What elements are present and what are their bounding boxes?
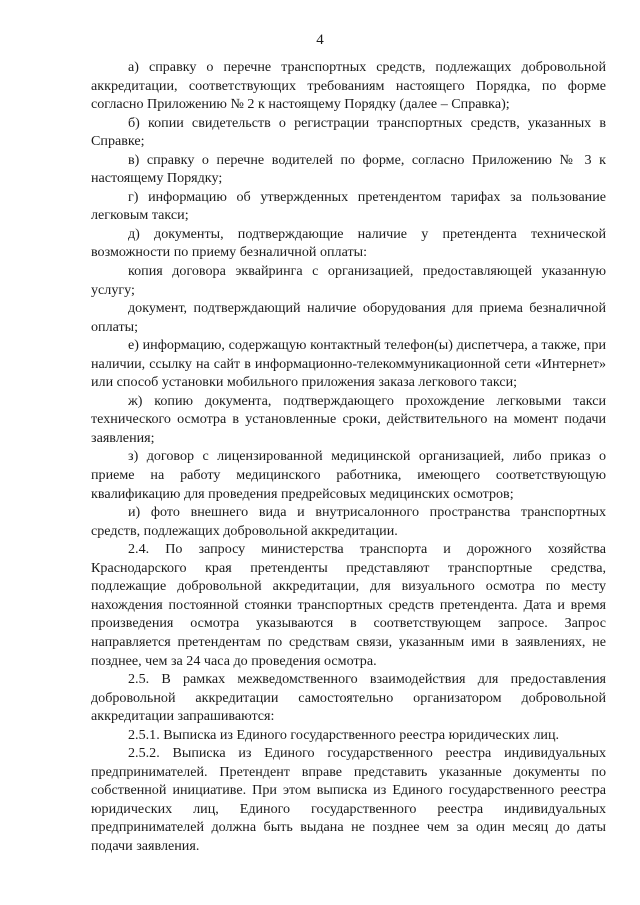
paragraph-item-i: и) фото внешнего вида и внутрисалонного пространства транспортных средств, подлежащих добровольной аккредитации. (91, 504, 606, 539)
paragraph-item-d: д) документы, подтверждающие наличие у претендента технической возможности по приему безналичной оплаты: (91, 225, 606, 261)
document-body (91, 58, 606, 856)
paragraph-section-2-5-1: 2.5.1. Выписка из Единого государственного реестра юридических лиц. (128, 726, 560, 743)
paragraph-acquiring-contract: копия договора эквайринга с организацией, предоставляющей указанную услугу; (91, 263, 606, 298)
paragraph-section-2-5: 2.5. В рамках межведомственного взаимодействия для предоставления добровольной аккредитации самостоятельно организатором добровольной аккредитации запрашиваются: (91, 671, 606, 725)
paragraph-equipment-document: документ, подтверждающий наличие оборудования для приема безналичной оплаты; (91, 300, 606, 335)
paragraph-item-g: г) информацию об утвержденных претендентом тарифах за пользование легковым такси; (91, 188, 606, 224)
paragraph-section-2-5-2: 2.5.2. Выписка из Единого государственного реестра индивидуальных предпринимателей. Претендент вправе представить указанные документы по собственной инициативе. При этом выписка из Единого государственного реестра юридических лиц, Единого государственного реестра индивидуальных предпринимателей должна быть выдана не позднее чем за один месяц до даты подачи заявления. (91, 745, 606, 854)
page-number: 4 (316, 32, 324, 48)
paragraph-item-a: а) справку о перечне транспортных средств, подлежащих добровольной аккредитации, соответствующих требованиям настоящего Порядка, по форме согласно Приложению № 2 к настоящему Порядку (далее – Справка); (91, 59, 606, 113)
paragraph-item-z: з) договор с лицензированной медицинской организацией, либо приказ о приеме на работу медицинского работника, имеющего соответствующую квалификацию для проведения предрейсовых медицинских осмотров; (91, 448, 606, 502)
paragraph-item-zh: ж) копию документа, подтверждающего прохождение легковыми такси технического осмотра в установленные сроки, действительного на момент подачи заявления; (91, 392, 606, 446)
paragraph-item-e: е) информацию, содержащую контактный телефон(ы) диспетчера, а также, при наличии, ссылку на сайт в информационно-телекоммуникационной сети «Интернет» или способ установки мобильного приложения заказа легкового такси; (91, 337, 606, 391)
paragraph-item-b: б) копии свидетельств о регистрации транспортных средств, указанных в Справке; (91, 114, 606, 150)
paragraph-item-v: в) справку о перечне водителей по форме, согласно Приложению № 3 к настоящему Порядку; (91, 151, 606, 187)
paragraph-section-2-4: 2.4. По запросу министерства транспорта и дорожного хозяйства Краснодарского края претенденты представляют транспортные средства, подлежащие добровольной аккредитации, для визуального осмотра по месту нахождения постоянной стоянки транспортных средств претендента. Дата и время произведения осмотра указываются в соответствующем запросе. Запрос направляется претендентам по средствам связи, указанным ими в заявлениях, не позднее, чем за 24 часа до проведения осмотра. (91, 541, 606, 669)
